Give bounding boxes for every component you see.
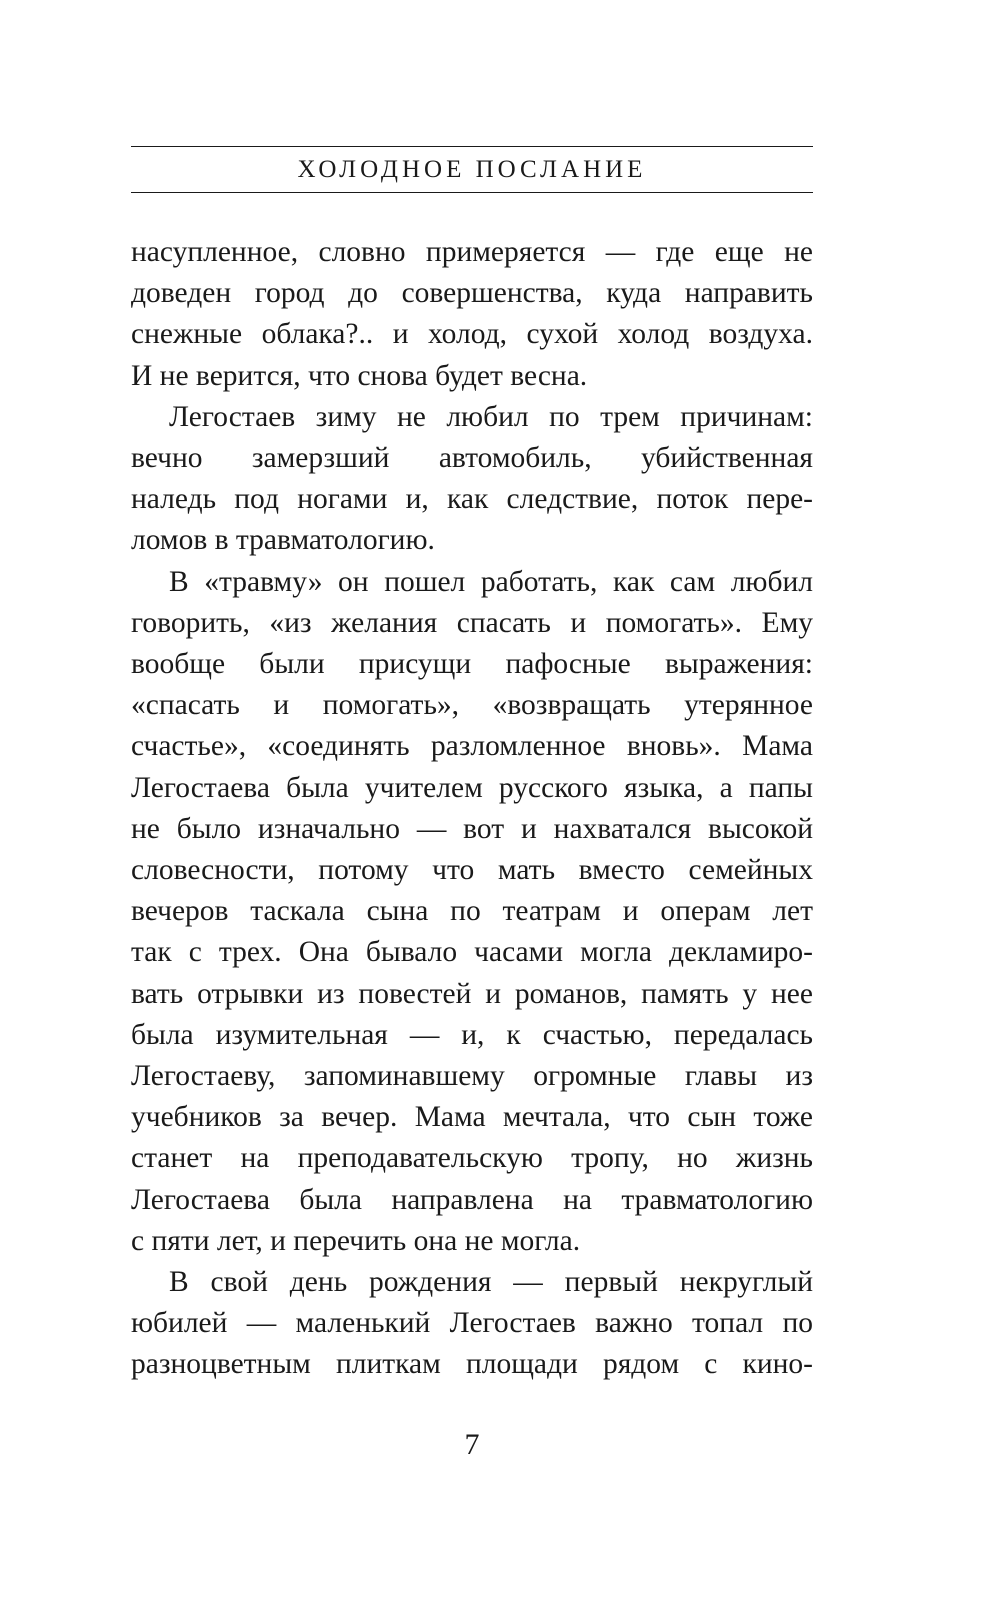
text-line: вообще были присущи пафосные выражения:	[131, 648, 813, 681]
text-line: разноцветным плиткам площади рядом с кино-	[131, 1348, 813, 1381]
text-line: говорить, «из желания спасать и помогать». Ему	[131, 606, 813, 639]
text-line: станет на преподавательскую тропу, но жизнь	[131, 1142, 813, 1175]
text-line: ломов в травматологию.	[131, 524, 435, 557]
paragraph	[131, 232, 813, 397]
text-line: была изумительная — и, к счастью, передалась	[131, 1018, 813, 1051]
text-line: не было изначально — вот и нахватался высокой	[131, 812, 813, 845]
text-line: словесности, потому что мать вместо семейных	[131, 854, 813, 887]
text-line: насупленное, словно примеряется — где еще не	[131, 236, 813, 268]
running-header	[131, 146, 813, 193]
paragraph	[131, 1262, 813, 1386]
paragraph	[131, 562, 813, 1262]
text-line: вать отрывки из повестей и романов, память у нее	[131, 977, 813, 1010]
page-body	[131, 232, 813, 1386]
text-line: Легостаева была учителем русского языка, а папы	[131, 771, 813, 804]
text-line: учебников за вечер. Мама мечтала, что сын тоже	[131, 1101, 813, 1134]
text-line: так с трех. Она бывало часами могла декламиро-	[131, 936, 813, 969]
text-line: с пяти лет, и перечить она не могла.	[131, 1224, 581, 1257]
page-number: 7	[464, 1428, 480, 1461]
text-line: Легостаев зиму не любил по трем причинам:	[169, 400, 813, 433]
text-line: «спасать и помогать», «возвращать утерянное	[131, 689, 813, 722]
text-line: В «травму» он пошел работать, как сам любил	[169, 565, 813, 598]
text-line: наледь под ногами и, как следствие, поток пере-	[131, 483, 813, 516]
text-line: Легостаеву, запоминавшему огромные главы из	[131, 1060, 813, 1093]
running-title: ХОЛОДНОЕ ПОСЛАНИЕ	[297, 155, 647, 183]
text-line: юбилей — маленький Легостаев важно топал по	[131, 1307, 813, 1340]
text-line: вечно замерзший автомобиль, убийственная	[131, 442, 813, 475]
text-line: В свой день рождения — первый некруглый	[169, 1266, 813, 1299]
paragraph	[131, 397, 813, 562]
text-line: доведен город до совершенства, куда направить	[131, 277, 813, 310]
text-line: счастье», «соединять разломленное вновь». Мама	[131, 730, 813, 763]
text-line: снежные облака?.. и холод, сухой холод воздуха.	[131, 318, 813, 351]
text-line: вечеров таскала сына по театрам и операм лет	[131, 895, 813, 928]
text-line: И не верится, что снова будет весна.	[131, 359, 588, 392]
text-line: Легостаева была направлена на травматологию	[131, 1183, 813, 1216]
